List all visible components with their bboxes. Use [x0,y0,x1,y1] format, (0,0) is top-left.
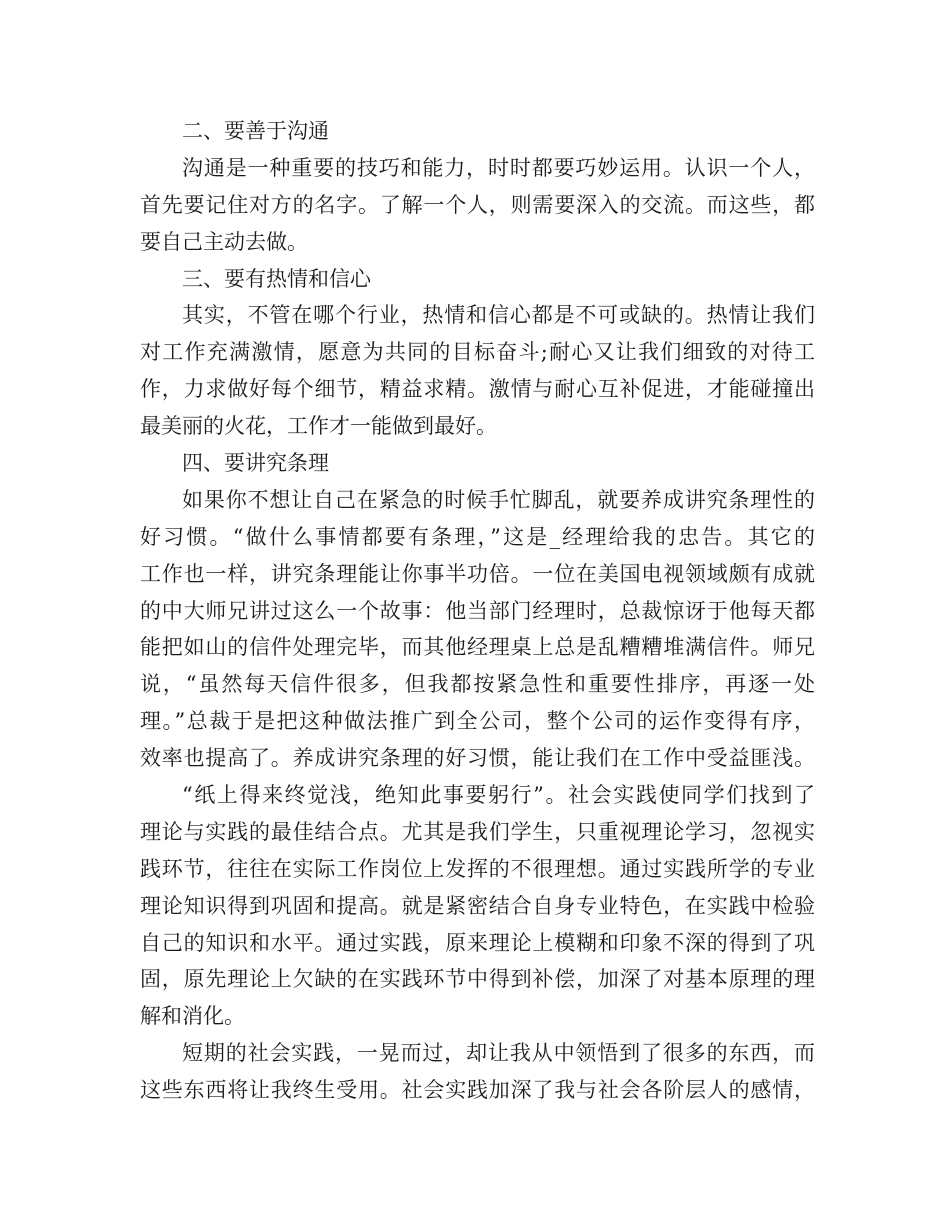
paragraph-line: 要自己主动去做。 [140,229,308,254]
paragraph-line: 解和消化。 [140,1004,245,1029]
paragraph-line: 践环节，往往在实际工作岗位上发挥的不很理想。通过实践所学的专业 [140,856,815,881]
paragraph-line: 固，原先理论上欠缺的在实践环节中得到补偿，加深了对基本原理的理 [140,967,815,992]
paragraph-line: 沟通是一种重要的技巧和能力，时时都要巧妙运用。认识一个人， [182,155,815,180]
heading-text: 四、要讲究条理 [182,451,329,476]
section-heading [140,261,815,298]
paragraph-line: 理论知识得到巩固和提高。就是紧密结合自身专业特色，在实践中检验 [140,893,815,918]
paragraph-line: 其实，不管在哪个行业，热情和信心都是不可或缺的。热情让我们 [182,303,815,328]
paragraph-line: 说，“虽然每天信件很多，但我都按紧急性和重要性排序，再逐一处 [140,672,815,697]
paragraph-line: “纸上得来终觉浅，绝知此事要躬行”。社会实践使同学们找到了 [182,783,815,808]
document-body [140,113,815,1109]
paragraph-line: 工作也一样，讲究条理能让你事半功倍。一位在美国电视领域颇有成就 [140,561,815,586]
paragraph-line: 自己的知识和水平。通过实践，原来理论上模糊和印象不深的得到了巩 [140,930,815,955]
paragraph-line: 理。”总裁于是把这种做法推广到全公司，整个公司的运作变得有序， [140,709,815,734]
paragraph [140,1035,815,1109]
heading-text: 二、要善于沟通 [182,119,329,143]
paragraph-line: 效率也提高了。养成讲究条理的好习惯，能让我们在工作中受益匪浅。 [140,746,815,771]
paragraph [140,297,815,445]
paragraph-line: 对工作充满激情，愿意为共同的目标奋斗;耐心又让我们细致的对待工 [140,340,815,365]
paragraph-line: 的中大师兄讲过这么一个故事：他当部门经理时，总裁惊讶于他每天都 [140,598,815,623]
paragraph-line: 好习惯。“做什么事情都要有条理，”这是_经理给我的忠告。其它的 [140,524,815,549]
paragraph [140,777,815,1035]
paragraph-line: 作，力求做好每个细节，精益求精。激情与耐心互补促进，才能碰撞出 [140,377,815,402]
heading-text: 三、要有热情和信心 [182,266,371,291]
paragraph-line: 如果你不想让自己在紧急的时候手忙脚乱，就要养成讲究条理性的 [182,487,815,512]
paragraph-line: 短期的社会实践，一晃而过，却让我从中领悟到了很多的东西，而 [182,1041,815,1066]
paragraph-line: 最美丽的火花，工作才一能做到最好。 [140,414,497,439]
paragraph-line: 理论与实践的最佳结合点。尤其是我们学生，只重视理论学习，忽视实 [140,819,815,844]
paragraph-line: 首先要记住对方的名字。了解一个人，则需要深入的交流。而这些，都 [140,192,815,217]
paragraph-line: 这些东西将让我终生受用。社会实践加深了我与社会各阶层人的感情， [140,1078,815,1103]
paragraph [140,482,815,777]
paragraph-line: 能把如山的信件处理完毕，而其他经理桌上总是乱糟糟堆满信件。师兄 [140,635,815,660]
section-heading [140,113,815,150]
section-heading [140,445,815,482]
paragraph [140,150,815,261]
